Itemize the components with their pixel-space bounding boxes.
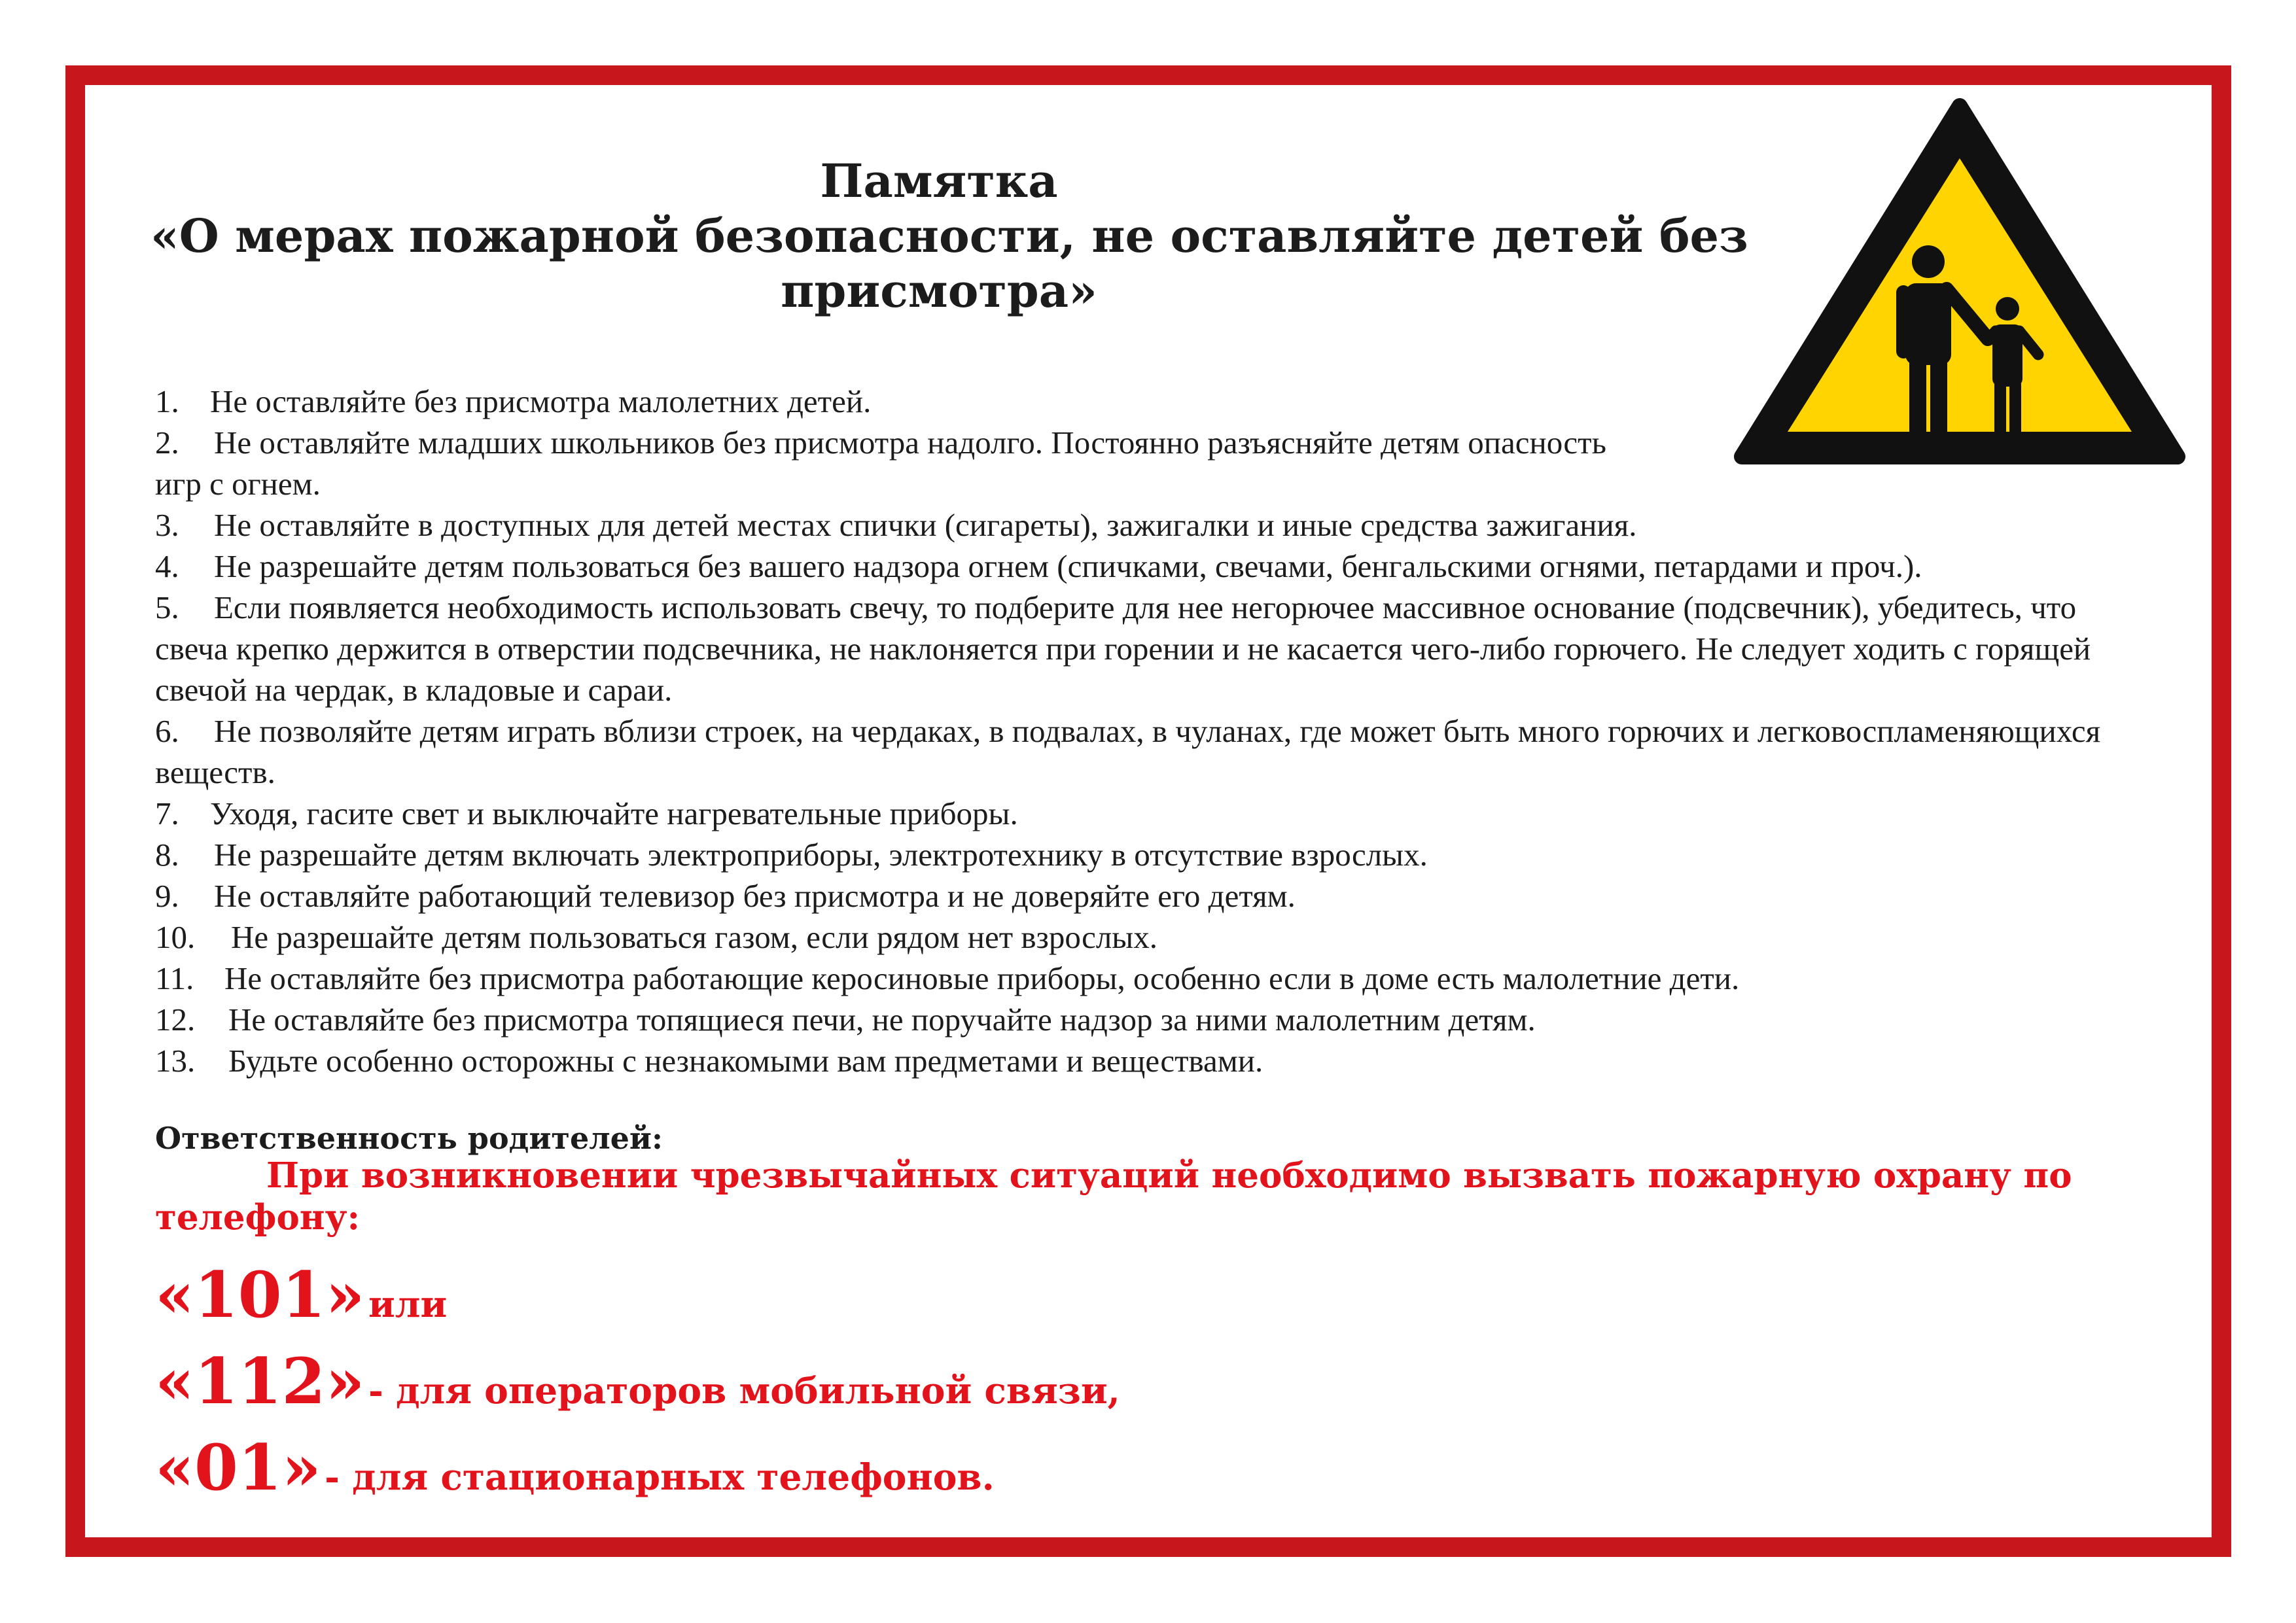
list-item: 8. Не разрешайте детям включать электроприборы, электротехнику в отсутствие взрослых. [155, 837, 1428, 873]
list-item: 7. Уходя, гасите свет и выключайте нагревательные приборы. [155, 795, 1018, 831]
phone-number: «01» [155, 1431, 321, 1505]
list-item: 2. Не оставляйте младших школьников без присмотра надолго. Постоянно разъясняйте детям опасность игр с огнем. [155, 425, 1606, 502]
list-item: 11. Не оставляйте без присмотра работающие керосиновые приборы, особенно если в доме есть малолетние дети. [155, 960, 1740, 996]
list-item: 12. Не оставляйте без присмотра топящиеся печи, не поручайте надзор за ними малолетним детям. [155, 1002, 1536, 1038]
phone-number-112 [155, 1346, 1120, 1427]
parents-responsibility-heading: Ответственность родителей: [155, 1121, 663, 1156]
phone-number: «112» [155, 1344, 365, 1418]
list-item: 4. Не разрешайте детям пользоваться без вашего надзора огнем (спичками, свечами, бенгальскими огнями, петардами и проч.). [155, 548, 1922, 584]
list-item: 1. Не оставляйте без присмотра малолетних детей. [155, 383, 872, 419]
phone-number-101 [155, 1259, 447, 1340]
title-line-1: Памятка [820, 154, 1058, 208]
phone-number: «101» [155, 1258, 365, 1332]
phone-description: - для операторов мобильной связи, [368, 1369, 1120, 1412]
phone-description: или [368, 1283, 448, 1325]
list-item: 5. Если появляется необходимость использовать свечу, то подберите для нее негорючее массивное основание (подсвечник), убедитесь, что свеча крепко держится в отверстии подсвечника, не наклоняется при горении и не касается чего-либо горючего. Не следует ходить с горящей свечой на чердак, в кладовые и сараи. [155, 589, 2091, 708]
safety-rules-list [155, 381, 2144, 1081]
list-item: 6. Не позволяйте детям играть вблизи строек, на чердаках, в подвалах, в чуланах, где может быть много горючих и легковоспламеняющихся веществ. [155, 713, 2101, 790]
phone-description: - для стационарных телефонов. [325, 1456, 995, 1498]
phone-number-01 [155, 1432, 995, 1513]
list-item: 13. Будьте особенно осторожны с незнакомыми вам предметами и веществами. [155, 1043, 1263, 1079]
list-item: 10. Не разрешайте детям пользоваться газом, если рядом нет взрослых. [155, 919, 1157, 955]
list-item: 9. Не оставляйте работающий телевизор без присмотра и не доверяйте его детям. [155, 878, 1296, 914]
list-item: 3. Не оставляйте в доступных для детей местах спички (сигареты), зажигалки и иные средства зажигания. [155, 507, 1637, 543]
title-line-2: «О мерах пожарной безопасности, не оставляйте детей без [150, 209, 1748, 263]
emergency-call-notice: При возникновении чрезвычайных ситуаций необходимо вызвать пожарную охрану по телефону: [155, 1155, 2072, 1238]
title-line-3: присмотра» [781, 264, 1097, 318]
document-title [150, 154, 1748, 319]
